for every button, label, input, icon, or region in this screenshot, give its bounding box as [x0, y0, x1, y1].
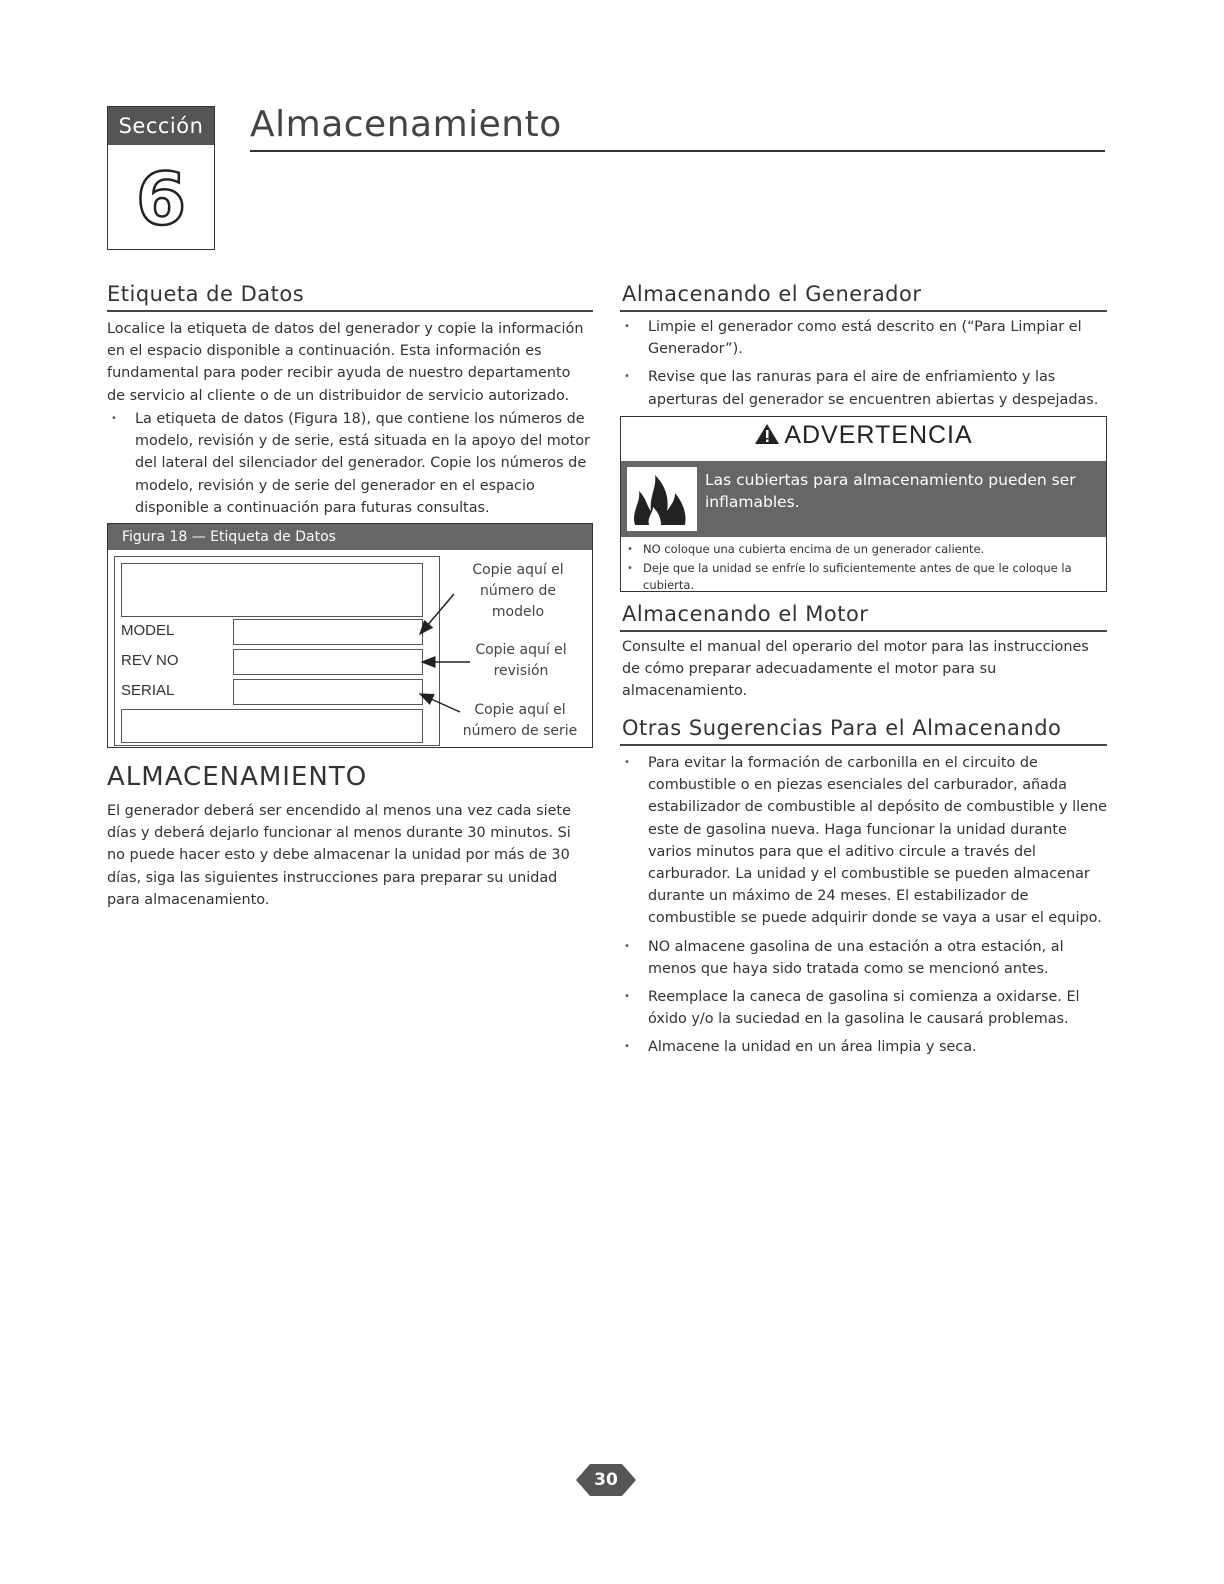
otras-heading: Otras Sugerencias Para el Almacenando [622, 716, 1062, 740]
warning-band [621, 461, 1106, 537]
rev-label: REV NO [121, 652, 179, 669]
almacenamiento-paragraph: El generador deberá ser encendido al menos una vez cada siete días y deberá dejarlo funcionar al menos durante 30 minutos. Si no puede hacer esto y debe almacenar la unidad por más de 30 días, siga las siguientes instrucciones para preparar su unidad para almacenamiento. [107, 803, 571, 908]
title-divider [250, 150, 1105, 152]
list-item: • Para evitar la formación de carbonilla en el circuito de combustible o en piezas esenciales del carburador, añada estabilizador de combustible al depósito de combustible y llene este de gasolina nueva. Haga funcionar la unidad durante varios minutos para que el aditivo circule a través del carburador. La unidad y el combustible se pueden almacenar durante un máximo de 24 meses. El estabilizador de combustible se puede adquirir donde se vaya a usar el equipo. [620, 752, 1107, 930]
list-item: • Deje que la unidad se enfríe lo suficientemente antes de que le coloque la cubierta. [621, 560, 1106, 594]
etiqueta-paragraph: Localice la etiqueta de datos del generador y copie la información en el espacio disponible a continuación. Esta información es fundamental para poder recibir ayuda de nuestro departamento de servicio al cliente o de un distribuidor de servicio autorizado. [107, 321, 584, 404]
figure-data-label [107, 523, 593, 748]
generador-divider [620, 310, 1107, 312]
page-number: 30 [594, 1470, 618, 1490]
list-item: • Almacene la unidad en un área limpia y seca. [620, 1036, 1107, 1058]
otras-divider [620, 744, 1107, 746]
page-number-badge [576, 1458, 636, 1502]
page-title: Almacenamiento [250, 104, 562, 145]
almacenamiento-heading: ALMACENAMIENTO [107, 762, 368, 792]
arrow-model [420, 594, 454, 634]
figure-caption: Figura 18 — Etiqueta de Datos [108, 524, 592, 550]
warning-list [621, 541, 1106, 596]
note-rev: Copie aquí el revisión [475, 642, 567, 679]
note-serial: Copie aquí el número de serie [462, 702, 578, 739]
section-tab [107, 106, 215, 250]
warning-band-text: Las cubiertas para almacenamiento pueden ser inflamables. [705, 471, 1076, 511]
note-model: Copie aquí el número de modelo [472, 562, 564, 620]
arrow-serial [420, 694, 460, 712]
etiqueta-heading: Etiqueta de Datos [107, 282, 305, 306]
list-item: • Reemplace la caneca de gasolina si comienza a oxidarse. El óxido y/o la suciedad en la gasolina le causará problemas. [620, 986, 1107, 1030]
serial-label: SERIAL [121, 682, 175, 699]
motor-paragraph: Consulte el manual del operario del motor para las instrucciones de cómo preparar adecuadamente el motor para su almacenamiento. [622, 639, 1089, 700]
etiqueta-divider [107, 310, 593, 312]
warning-box [620, 416, 1107, 592]
warning-triangle-icon [754, 422, 780, 446]
list-item: • Revise que las ranuras para el aire de enfriamiento y las aperturas del generador se encuentren abiertas y despejadas. [620, 366, 1107, 410]
etiqueta-bullet-list [107, 408, 593, 525]
fire-icon [627, 467, 697, 531]
section-number: 6 [135, 157, 187, 241]
warning-title: ADVERTENCIA [784, 421, 973, 449]
list-item: • NO coloque una cubierta encima de un generador caliente. [621, 541, 1106, 558]
motor-heading: Almacenando el Motor [622, 602, 869, 626]
generador-bullet-list [620, 316, 1107, 417]
warning-title-row [621, 417, 1106, 457]
motor-divider [620, 630, 1107, 632]
otras-bullet-list [620, 752, 1107, 1065]
section-label: Sección [108, 107, 214, 145]
figure-arrows [108, 524, 594, 749]
list-item: • La etiqueta de datos (Figura 18), que contiene los números de modelo, revisión y de serie, está situada en la apoyo del motor del lateral del silenciador del generador. Copie los números de modelo, revisión y de serie del generador en el espacio disponible a continuación para futuras consultas. [107, 408, 593, 519]
list-item: • Limpie el generador como está descrito en (“Para Limpiar el Generador”). [620, 316, 1107, 360]
list-item: • NO almacene gasolina de una estación a otra estación, al menos que haya sido tratada como se mencionó antes. [620, 936, 1107, 980]
model-label: MODEL [121, 622, 175, 639]
generador-heading: Almacenando el Generador [622, 282, 922, 306]
